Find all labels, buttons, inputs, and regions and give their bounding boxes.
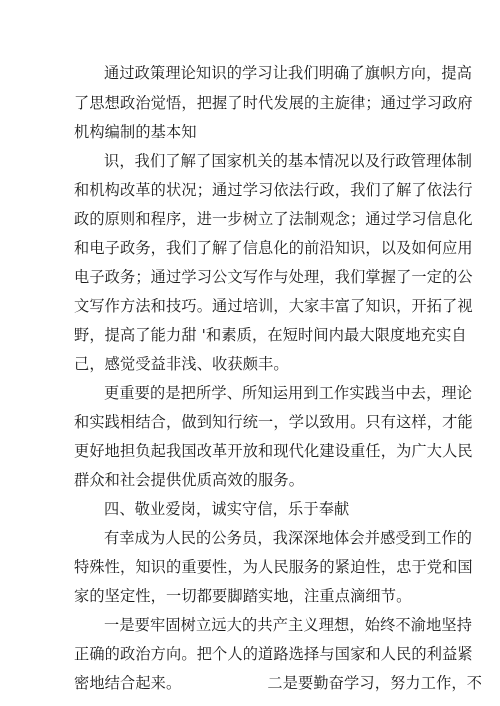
- paragraph-line: 和电子政务，我们了解了信息化的前沿知识，以及如何应用: [74, 239, 473, 257]
- paragraph-line: 更好地担负起我国改革开放和现代化建设重任，为广大人民: [74, 442, 473, 460]
- paragraph-line: 通过政策理论知识的学习让我们明确了旗帜方向，提高: [104, 64, 473, 82]
- paragraph-line: 电子政务；通过学习公文写作与处理，我们掌握了一定的公: [74, 268, 473, 286]
- paragraph-line: 了思想政治觉悟，把握了时代发展的主旋律；通过学习政府: [74, 94, 473, 112]
- paragraph-line: 有幸成为人民的公务员，我深深地体会并感受到工作的: [104, 529, 473, 547]
- paragraph-line: 和实践相结合，做到知行统一，学以致用。只有这样，才能: [74, 413, 473, 431]
- paragraph-line: 和机构改革的状况；通过学习依法行政，我们了解了依法行: [74, 181, 473, 199]
- paragraph-line: 文写作方法和技巧。通过培训，大家丰富了知识，开拓了视: [74, 297, 473, 315]
- paragraph-line: [74, 668, 483, 698]
- paragraph-line: 群众和社会提供优质高效的服务。: [74, 471, 305, 489]
- section-heading: 四、敬业爱岗，诚实守信，乐于奉献: [104, 500, 350, 518]
- paragraph-line-continuation: 二是要勤奋学习，努力工作，不: [267, 674, 483, 692]
- paragraph-line-start: 密地结合起来。: [74, 674, 182, 692]
- paragraph-line: 识，我们了解了国家机关的基本情况以及行政管理体制: [104, 152, 473, 170]
- paragraph-line: 正确的政治方向。把个人的道路选择与国家和人民的利益紧: [74, 645, 473, 663]
- paragraph-line: 家的坚定性，一切都要脚踏实地，注重点滴细节。: [74, 587, 412, 605]
- paragraph-line: 政的原则和程序，进一步树立了法制观念；通过学习信息化: [74, 210, 473, 228]
- paragraph-line: 机构编制的基本知: [74, 123, 197, 141]
- paragraph-line: 更重要的是把所学、所知运用到工作实践当中去，理论: [104, 384, 473, 402]
- paragraph-line: 一是要牢固树立远大的共产主义理想，始终不渝地坚持: [104, 616, 473, 634]
- paragraph-line: 己，感觉受益非浅、收获颇丰。: [74, 355, 289, 373]
- paragraph-line: 野，提高了能力甜 '和素质，在短时间内最大限度地充实自: [74, 326, 467, 344]
- paragraph-line: 特殊性，知识的重要性，为人民服务的紧迫性，忠于党和国: [74, 558, 473, 576]
